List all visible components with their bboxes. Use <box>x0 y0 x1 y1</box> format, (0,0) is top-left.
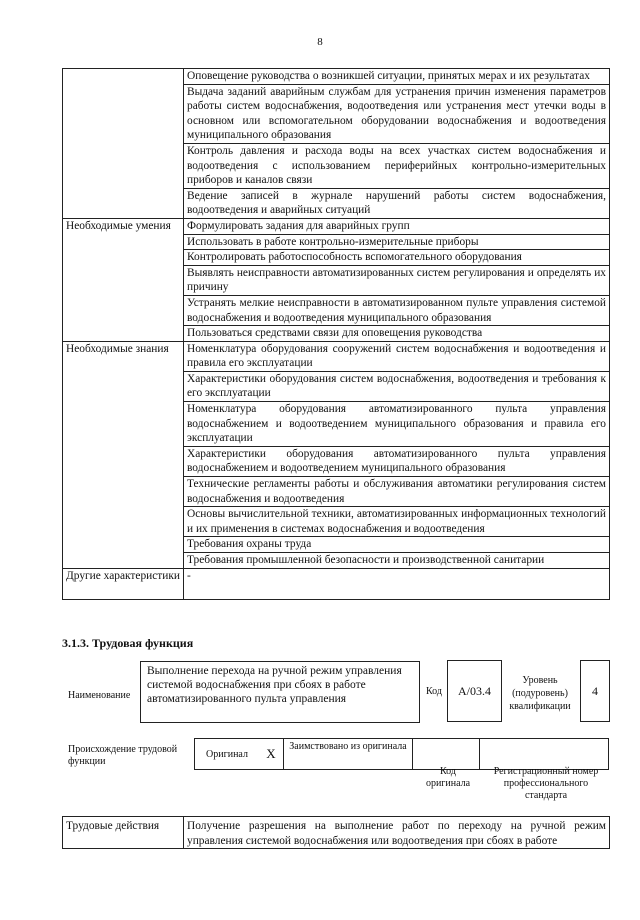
borrowed-label: Заимствовано из оригинала <box>289 741 407 752</box>
level-box <box>580 660 610 722</box>
original-mark-cell <box>259 739 284 770</box>
origin-label: Происхождение трудовой функции <box>68 744 178 767</box>
reg-number-label: Регистрационный номер профессионального стандарта <box>493 766 599 801</box>
row-label: Другие характеристики <box>63 568 184 599</box>
original-label: Оригинал <box>206 748 248 760</box>
competency-table <box>62 68 610 600</box>
row-item: Выдача заданий аварийным службам для устранения причин изменения параметров работы систем водоснабжения, водоотведения или устранения мест утечки воды в основном или вспомогательном оборудовании водоснабжения и водоотведения муниципального образования <box>184 84 610 143</box>
page-number: 8 <box>317 36 323 48</box>
section-title: 3.1.3. Трудовая функция <box>62 636 194 650</box>
code-box <box>447 660 502 722</box>
borrowed-cell <box>284 739 413 770</box>
row-item: Выявлять неисправности автоматизированных систем регулирования и определять их причину <box>184 265 610 295</box>
code-original-cell <box>413 739 480 770</box>
name-label: Наименование <box>68 690 131 701</box>
table-row <box>63 568 610 599</box>
row-item: Характеристики оборудования систем водоснабжения, водоотведения и требования к его эксплуатации <box>184 371 610 401</box>
row-item: Основы вычислительной техники, автоматизированных информационных технологий и их применения в системах водоснабжения и водоотведения <box>184 507 610 537</box>
row-item: Оповещение руководства о возникшей ситуации, принятых мерах и их результатах <box>184 69 610 85</box>
row-item: Пользоваться средствами связи для оповещения руководства <box>184 326 610 342</box>
reg-number-cell <box>480 739 609 770</box>
row-item: Ведение записей в журнале нарушений работы систем водоснабжения, водоотведения и аварийных ситуаций <box>184 188 610 218</box>
code-original-label: Код оригинала <box>425 766 471 789</box>
row-label: Необходимые умения <box>63 218 184 341</box>
table-row <box>63 69 610 85</box>
original-mark: X <box>266 746 276 761</box>
row-item: Контролировать работоспособность вспомогательного оборудования <box>184 250 610 266</box>
level-value: 4 <box>592 683 598 698</box>
row-label: Необходимые знания <box>63 341 184 568</box>
actions-label-cell <box>63 817 184 849</box>
function-name: Выполнение перехода на ручной режим управления системой водоснабжения при сбоях в работе автоматизированного пульта управления <box>147 665 402 706</box>
row-item: Формулировать задания для аварийных групп <box>184 218 610 234</box>
row-item: Технические регламенты работы и обслуживания автоматики регулирования систем водоснабжения и водоотведения <box>184 477 610 507</box>
row-item: Контроль давления и расхода воды на всех участках систем водоснабжения и водоотведения с использованием периферийных контрольно-измерительных приборов и каналов связи <box>184 143 610 188</box>
actions-label: Трудовые действия <box>66 820 160 832</box>
row-label <box>63 69 184 219</box>
row-item: Устранять мелкие неисправности в автоматизированном пульте управления системой водоснабжения и водоотведения муниципального образования <box>184 295 610 325</box>
row-item: - <box>184 568 610 599</box>
row-item: Требования промышленной безопасности и производственной санитарии <box>184 553 610 569</box>
code-label: Код <box>426 686 442 697</box>
row-item: Использовать в работе контрольно-измерительные приборы <box>184 234 610 250</box>
actions-value-cell <box>184 817 610 849</box>
row-item: Требования охраны труда <box>184 537 610 553</box>
row-item: Номенклатура оборудования сооружений систем водоснабжения и водоотведения и правила его эксплуатации <box>184 341 610 371</box>
level-label: Уровень (подуровень) квалификации <box>509 675 571 712</box>
table-row <box>63 218 610 234</box>
table-row <box>63 341 610 371</box>
competency-table-body <box>63 69 610 600</box>
row-item: Характеристики оборудования автоматизированного пульта управления водоснабжением и водоотведением муниципального образования <box>184 446 610 476</box>
row-item: Номенклатура оборудования автоматизированного пульта управления водоснабжением и водоотведением муниципального образования и правила его эксплуатации <box>184 402 610 447</box>
function-name-box <box>140 661 420 723</box>
actions-table <box>62 816 610 849</box>
code-value: A/03.4 <box>458 683 491 698</box>
original-label-cell <box>195 739 260 770</box>
actions-value: Получение разрешения на выполнение работ по переходу на ручной режим управления системой водоснабжения или водоотведения при сбоях в работе <box>187 820 606 847</box>
